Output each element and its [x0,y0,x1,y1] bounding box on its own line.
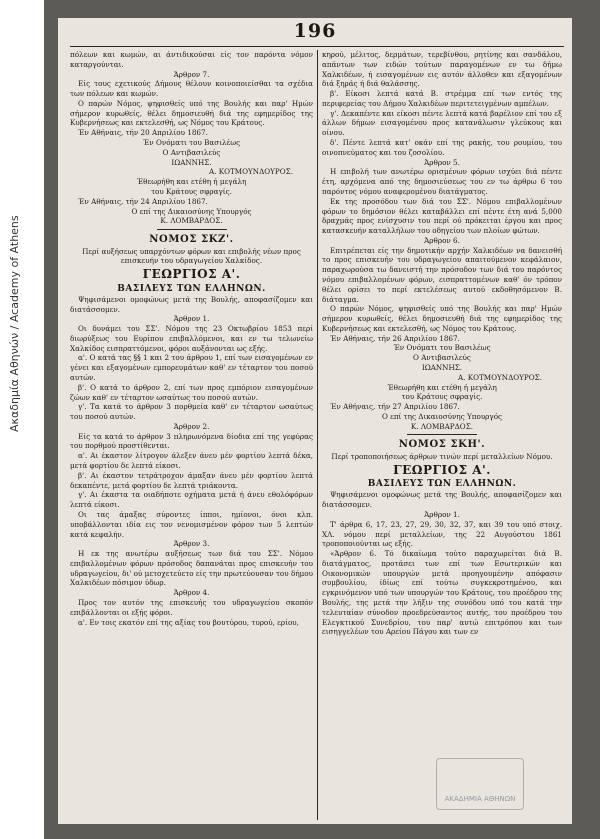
article-heading: Άρθρον 1. [424,509,460,519]
date-line: Έν Αθήναις, τήν 24 Απριλίου 1867. [78,196,208,206]
seal-line: του Κράτους σφραγίς. [151,186,232,196]
paragraph: Τ' άρθρα 6, 17, 23, 27, 29, 30, 32, 37, και 39 του υπό στοιχ. ΧΛ. νόμου περί μεταλλείων, της 22 Αυγούστου 1861 τροποποιούνται ως εξής. [322,519,562,549]
paragraph: Εκ της προσόδου των διά του ΣΣ'. Νόμου επιβαλλομένων φόρων το δημόσιον θέλει καταβάλλει επί πέντε έτη ανά 5,000 δραχμάς προς ενίσχυσιν του περί ού πρόκειται έργου και προς κατασκευήν καταλλήλων του οδηγείου των πλοίων φώτων. [322,196,562,236]
column-divider [317,50,318,820]
article-heading: Άρθρον 1. [173,314,210,324]
paragraph: γ'. Τα κατά το άρθρον 3 πορθμεία καθ' εν τέταρτον ωσαύτως του ποσού αυτών. [70,402,313,422]
document-page [58,18,572,824]
law-title: ΝΟΜΟΣ ΣΚΗ'. [398,439,486,451]
intro-text: Ψηφισάμενοι ομοφώνως μετά της Βουλής, αποφασίζομεν και διατάσσομεν. [322,490,562,510]
seal-name: Κ. ΛΟΜΒΑΡΔΟΣ. [410,421,474,431]
paragraph: γ'. Αι έκαστα τα οιαδήποτε οχήματα μετά ή άνευ εθολόφόρων λεπτά είκοσι. [70,490,313,510]
law-title: ΝΟΜΟΣ ΣΚΖ'. [149,234,234,246]
paragraph: Είς τους εχετικούς Δήμους θέλουν κοινοποιείσθαι τα σχέδια των πόλεων και κωμών. [70,79,313,99]
king-name: ΓΕΩΡΓΙΟΣ Α'. [393,462,491,477]
seal-line: Ο επί της Δικαιοσύνης Υπουργός [381,411,503,421]
article-heading: Άρθρον 7. [173,69,210,79]
date-line: Έν Αθήναις, τήν 26 Απριλίου 1867. [330,333,460,343]
paragraph: Η επιβολή των ανωτέρω ορισμένων φόρων ισχύει διά πέντε έτη, αρχόμενα από της δημοσιεύσεως του εν τω άρθρω 6 του παρόντος νόμου αναφερομένου διατάγματος. [322,167,562,196]
article-heading: Άρθρον 4. [173,588,210,598]
section-rule [157,229,227,230]
law-description: Περί τροποποιήσεως άρθρων τινών περί μεταλλείων Νόμου. [331,452,553,462]
article-heading: Άρθρον 6. [424,235,460,245]
paragraph: α'. Αι έκαστον λίτρογον άλεξεν άνευ μέν φορτίου λεπτά δέκα, μετά φορτίου δε λεπτά είκοσι. [70,451,313,471]
king-title: ΒΑΣΙΛΕΥΣ ΤΩΝ ΕΛΛΗΝΩΝ. [117,283,266,294]
date-line: Έν Αθήναις, τήν 20 Απριλίου 1867. [78,128,208,138]
left-column [70,50,313,627]
seal-line: Έθεωρήθη και ετέθη ή μεγάλη [387,382,497,392]
paragraph: γ'. Δεκαπέντε και είκοσι πέντε λεπτά κατά βαρέλιον επί του εξ άλλων δήμων εισαγομένου προς κατανάλωσιν γλεύκους και οίνου. [322,108,562,138]
paragraph: Είς τα κατά το άρθρον 3 πληρωνόμενα δίοδια επί της γεφύρας του πορθμού προστίθενται. [70,431,313,451]
law-description: Περί αυξήσεως υπαρχόντων φόρων και επιβολής νέων προς επισκευήν του υδραγωγείου Χαλκίδος. [82,246,301,266]
section-rule [407,434,477,435]
paragraph: β'. Είκοσι λεπτά κατά Β. στρέμμα επί των εντός της περιφερείας του Δήμου Χαλκιδέων περιτετειγμένων αμπέλων. [322,89,562,108]
paragraph: δ'. Πέντε λεπτά κατ' οκάν επί της ρακής, του ρουμίου, του οινοπνεύματος και του ζοσολίου. [322,138,562,157]
paragraph: β'. Ο κατά το άρθρον 2, επί των προς εμπόριον εισαγομένων ζώων καθ' εν τέταρτον ωσαύτως του ποσού αυτών. [70,382,313,402]
paragraph: κηρού, μέλιτος, δερμάτων, τερεβίνθου, ρητίνης και σανδάλου, απάντων των ειδών τούτων παραγομένων εν τω δήμω Χαλκιδέων, ή εισαγομένων εις αυτόν άλλοθεν και εξαγομένων διά ξηράς ή διά θαλάσσης. [322,50,562,89]
signature-line: Έν Ονόματι του Βασιλέως [393,343,491,353]
king-title: ΒΑΣΙΛΕΥΣ ΤΩΝ ΕΛΛΗΝΩΝ. [367,479,517,490]
page-number: 196 [293,20,337,42]
paragraph: Οι τας άμαξας σύροντες ίπποι, ημίονοι, όνοι κλπ. υποβάλλονται ιδία εις τον νενομισμένον φόρον των 5 λεπτών κατά κεφαλήν. [70,509,313,539]
seal-name: Κ. ΛΟΜΒΑΡΔΟΣ. [160,216,223,226]
paragraph: β'. Αι έκαστον τετράτροχον άμαξαν άνευ μέν φορτίου λεπτά δεκαπέντε, μετά φορτίου δε λεπτά τριάκοντα. [70,470,313,490]
paragraph: Η εκ της ανωτέρω αυξήσεως των διά του ΣΣ'. Νόμου επιβαλλομένων φόρων πρόσοδος δαπανάται προς επισκευήν του υδραγωγείου, δι' ού μετοχετεύετο είς την πρωτεύουσαν του δήμου Χαλκιδέων πόσιμον ύδωρ. [70,549,313,588]
paragraph: Οι δυνάμει του ΣΣ'. Νόμου της 23 Οκτωβρίου 1853 περί διωρύξεως του Ευρίπου επιβαλλόμενοι, και εν τω τελωνείω Χαλκίδος εισπραττόμενοι, φόροι αυξάνονται ως εξής. [70,324,313,353]
right-column [322,50,562,637]
intro-text: Ψηφισάμενοι ομοφώνως μετά της Βουλής, αποφασίζομεν και διατάσσομεν. [70,294,313,314]
paragraph: πόλεων και κωμών, αι άντιδικούσαι είς τον παρόντα νόμον καταργούνται. [70,50,313,69]
paragraph: Ο παρών Νόμος, ψηφισθείς υπό της Βουλής και παρ' Ημών σήμερον κυρωθείς, θέλει δημοσιευθή διά της εφημερίδος της Κυβερνήσεως και εκτελεσθή, ως Νόμος του Κράτους. [322,304,562,333]
header-rule [70,46,564,47]
signature-name: ΙΩΑΝΝΗΣ. [171,157,212,167]
signature-line: Έν Ονόματι του Βασιλέως [142,138,241,148]
seal-line: του Κράτους σφραγίς. [401,392,483,402]
minister-name: Α. ΚΟΤΜΟΥΝΔΟΥΡΟΣ. [457,372,542,382]
signature-line: Ο Αντιβασιλεύς [162,147,221,157]
king-name: ΓΕΩΡΓΙΟΣ Α'. [142,267,241,282]
seal-line: Έθεωρήθη και ετέθη ή μεγάλη [136,177,247,187]
library-stamp: ΑΚΑΔΗΜΙΑ ΑΘΗΝΩΝ [436,758,524,810]
article-heading: Άρθρον 5. [424,157,460,167]
paragraph: Ο παρών Νόμος, ψηφισθείς υπό της Βουλής και παρ' Ημών σήμερον κυρωθείς, θέλει δημοσιευθή διά της εφημερίδος της Κυβερνήσεως και εκτελεσθή, ως Νόμος του Κράτους. [70,98,313,128]
paragraph: Προς τον αυτόν της επισκευής του υδραγωγείου σκοπόν επιβάλλονται οι εξής φόροι. [70,597,313,617]
archive-label: Ακαδημία Αθηνών / Academy of Athens [8,215,21,432]
paragraph: α'. Ο κατά τας §§ 1 και 2 του άρθρου 1, επί των εισαγομένων εν γένει και εξαγομένων εμπορευμάτων καθ' εν τέταρτον του ποσού αυτών. [70,353,313,383]
minister-name: Α. ΚΟΤΜΟΥΝΔΟΥΡΟΣ. [208,167,293,177]
seal-line: Ο επί της Δικαιοσύνης Υπουργός [131,206,252,216]
signature-name: ΙΩΑΝΝΗΣ. [421,363,463,372]
paragraph: Επιτρέπεται είς την δημοτικήν αρχήν Χαλκιδέων να δανεισθή το προς επισκευήν του υδραγωγείου απαιτούμενον κεφάλαιον, παραχωρούσα τω δανειστή την πρόσοδον των διά του παρόντος νόμου επιβαλλομένων φόρων, εισπραττομένων καθ' όν τρόπον θέλει ορίσει το περί εκτελέσεως αυτού εκδοθησόμενον Β. διάταγμα. [322,245,562,304]
date-line: Έν Αθήναις, τήν 27 Απριλίου 1867. [330,402,460,412]
signature-line: Ο Αντιβασιλεύς [413,353,471,363]
article-heading: Άρθρον 2. [173,421,210,431]
paragraph: α'. Εν τοις εκατόν επί της αξίας του βουτύρου, τυρού, ερίου, [78,617,299,627]
paragraph: «Άρθρον 6. Τό δικαίωμα τούτο παραχωρείται διά Β. διατάγματος, προτάσει των επί των Εσωτερικών και Οικονομικών υπουργών μετά προηγουμένην απόφασιν συμβουλίου, ίδίως επί τούτω συγκεκροτημένου, και εγκρινόμενον υπό των υπουργών του Κράτους, του προέδρου της Βουλής, της μετά την λήξιν της συνόδου υπό του κατά την τελευταίαν σύνοδον προεδρεύσαντος αυτής, του προέδρου του Ελεγκτικού Συνεδρίου, του παρ' αυτώ επιτρόπου και των εισηγγελέων του Αρείου Πάγου και των εν [322,549,562,637]
archive-sidebar [0,0,44,839]
article-heading: Άρθρον 3. [173,539,210,549]
